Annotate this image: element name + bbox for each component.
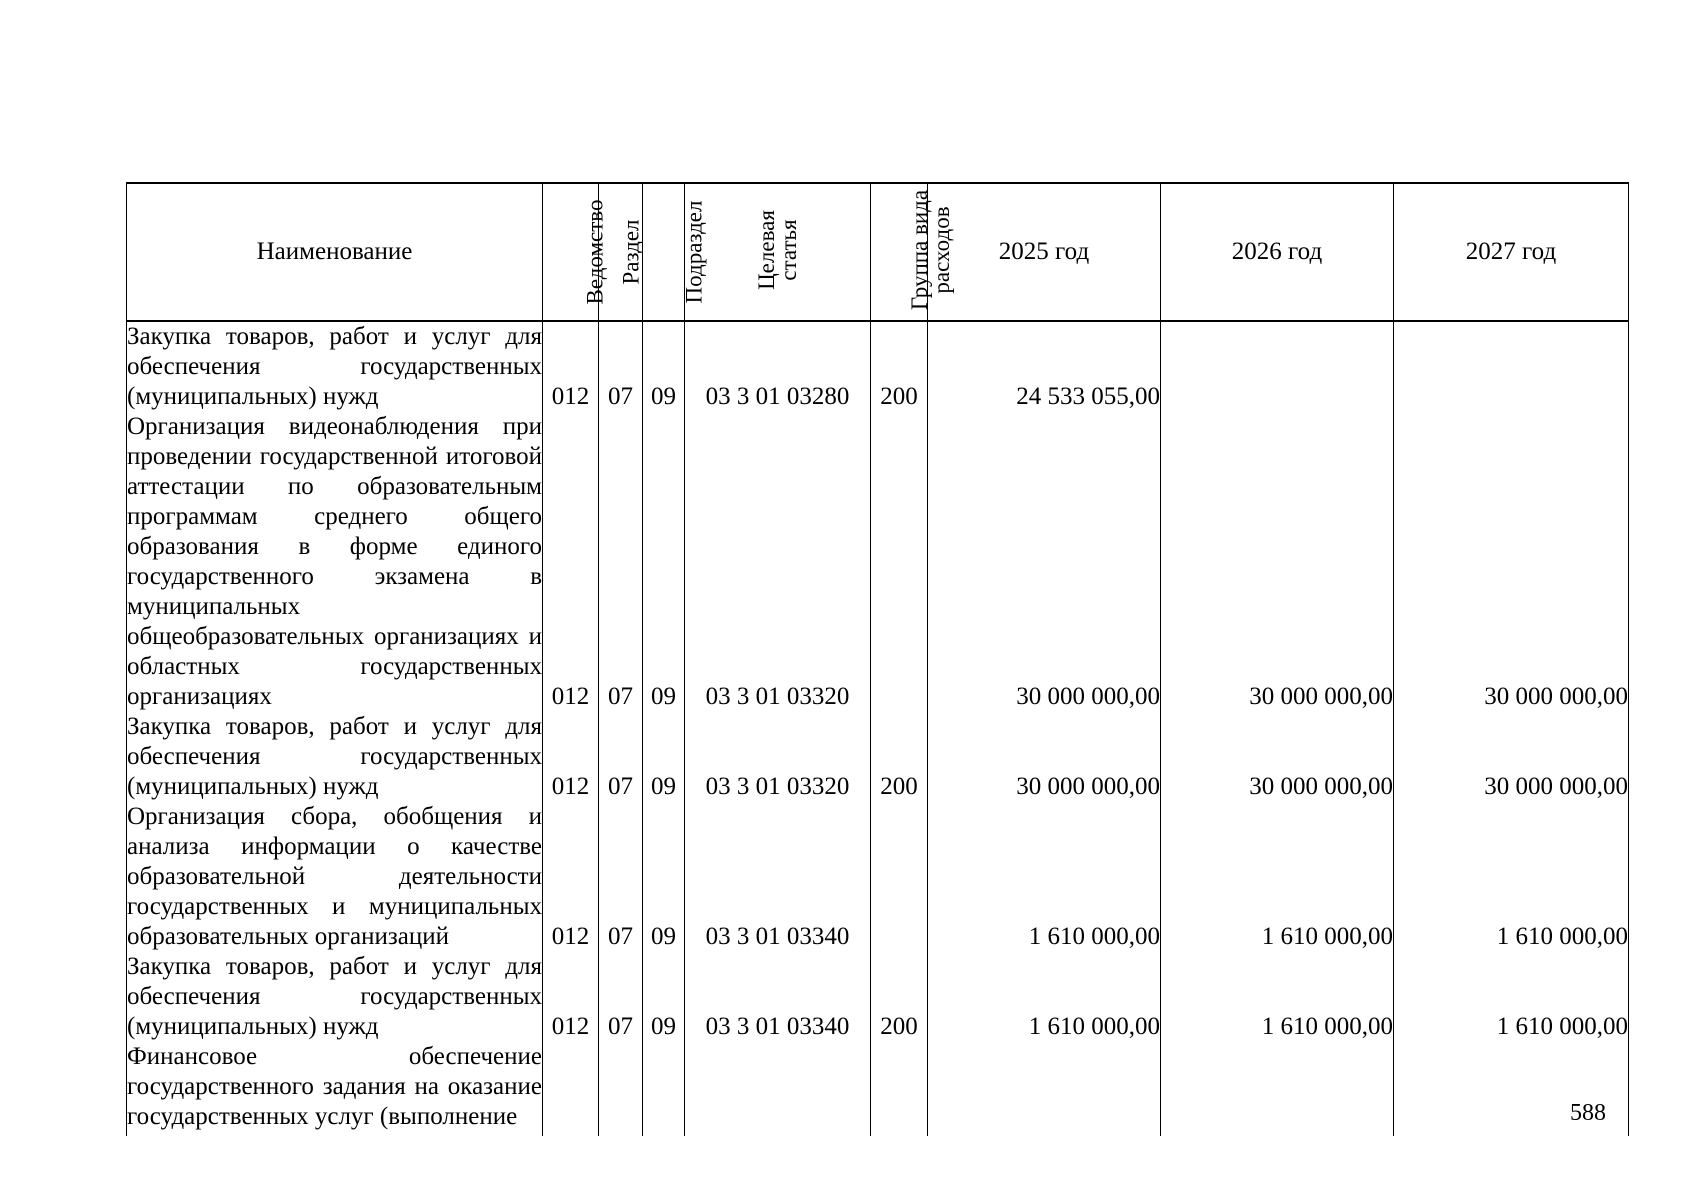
row-podrazdel: 09 bbox=[643, 802, 685, 952]
row-2025 bbox=[928, 1042, 1161, 1136]
row-podrazdel: 09 bbox=[643, 952, 685, 1042]
header-podrazdel: Подраздел bbox=[643, 183, 685, 321]
row-razdel bbox=[599, 1042, 643, 1136]
row-expense-group bbox=[871, 802, 928, 952]
header-row bbox=[127, 183, 1629, 321]
table-row bbox=[127, 321, 1629, 412]
table-row bbox=[127, 412, 1629, 712]
row-vedomstvo: 012 bbox=[543, 952, 599, 1042]
row-name: Закупка товаров, работ и услуг для обеспечения государственных (муниципальных) нужд bbox=[127, 953, 542, 1040]
row-razdel: 07 bbox=[599, 412, 643, 712]
row-name: Закупка товаров, работ и услуг для обеспечения государственных (муниципальных) нужд bbox=[127, 713, 542, 800]
table-row bbox=[127, 802, 1629, 952]
row-target-article: 03 3 01 03340 bbox=[685, 952, 871, 1042]
header-vedomstvo: Ведомство bbox=[543, 183, 599, 321]
row-target-article: 03 3 01 03280 bbox=[685, 321, 871, 412]
page-number: 588 bbox=[1570, 1100, 1606, 1126]
row-razdel: 07 bbox=[599, 321, 643, 412]
table-row bbox=[127, 952, 1629, 1042]
row-razdel: 07 bbox=[599, 802, 643, 952]
table-row bbox=[127, 712, 1629, 802]
row-2027: 1 610 000,00 bbox=[1394, 802, 1629, 952]
row-expense-group: 200 bbox=[871, 321, 928, 412]
row-target-article: 03 3 01 03320 bbox=[685, 412, 871, 712]
row-podrazdel: 09 bbox=[643, 412, 685, 712]
row-2025: 24 533 055,00 bbox=[928, 321, 1161, 412]
header-name: Наименование bbox=[127, 183, 543, 321]
table-row bbox=[127, 1042, 1629, 1136]
row-2025: 30 000 000,00 bbox=[928, 412, 1161, 712]
row-razdel: 07 bbox=[599, 712, 643, 802]
row-vedomstvo: 012 bbox=[543, 802, 599, 952]
row-podrazdel: 09 bbox=[643, 321, 685, 412]
row-name: Финансовое обеспечение государственного задания на оказание государственных услуг (выполнение bbox=[127, 1042, 543, 1136]
row-vedomstvo: 012 bbox=[543, 321, 599, 412]
row-razdel: 07 bbox=[599, 952, 643, 1042]
row-expense-group: 200 bbox=[871, 952, 928, 1042]
row-2027: 30 000 000,00 bbox=[1394, 412, 1629, 712]
row-target-article bbox=[685, 1042, 871, 1136]
budget-table bbox=[126, 182, 1629, 1136]
header-target-article: Целевая статья bbox=[685, 183, 871, 321]
row-2027 bbox=[1394, 321, 1629, 412]
row-name: Организация сбора, обобщения и анализа информации о качестве образовательной деятельности государственных и муниципальных образовательных организаций bbox=[127, 803, 542, 950]
row-2025: 1 610 000,00 bbox=[928, 802, 1161, 952]
header-razdel: Раздел bbox=[599, 183, 643, 321]
row-name: Закупка товаров, работ и услуг для обеспечения государственных (муниципальных) нужд bbox=[127, 323, 542, 410]
row-2026 bbox=[1161, 1042, 1394, 1136]
row-2025: 30 000 000,00 bbox=[928, 712, 1161, 802]
header-2025: 2025 год bbox=[928, 183, 1161, 321]
row-name: Организация видеонаблюдения при проведении государственной итоговой аттестации по образовательным программам среднего общего образования в форме единого государственного экзамена в муниципальных общеобразовательных организациях и областных государственных организациях bbox=[127, 413, 542, 710]
header-2026: 2026 год bbox=[1161, 183, 1394, 321]
row-podrazdel bbox=[643, 1042, 685, 1136]
row-vedomstvo: 012 bbox=[543, 712, 599, 802]
row-2026: 1 610 000,00 bbox=[1161, 802, 1394, 952]
row-expense-group bbox=[871, 412, 928, 712]
header-2027: 2027 год bbox=[1394, 183, 1629, 321]
row-vedomstvo: 012 bbox=[543, 412, 599, 712]
row-expense-group bbox=[871, 1042, 928, 1136]
row-2027: 30 000 000,00 bbox=[1394, 712, 1629, 802]
row-2026: 30 000 000,00 bbox=[1161, 712, 1394, 802]
row-2026 bbox=[1161, 321, 1394, 412]
row-target-article: 03 3 01 03320 bbox=[685, 712, 871, 802]
row-podrazdel: 09 bbox=[643, 712, 685, 802]
row-2026: 1 610 000,00 bbox=[1161, 952, 1394, 1042]
row-vedomstvo bbox=[543, 1042, 599, 1136]
row-2027: 1 610 000,00 bbox=[1394, 952, 1629, 1042]
row-2025: 1 610 000,00 bbox=[928, 952, 1161, 1042]
header-expense-group: Группа вида расходов bbox=[871, 183, 928, 321]
row-2026: 30 000 000,00 bbox=[1161, 412, 1394, 712]
row-expense-group: 200 bbox=[871, 712, 928, 802]
row-target-article: 03 3 01 03340 bbox=[685, 802, 871, 952]
